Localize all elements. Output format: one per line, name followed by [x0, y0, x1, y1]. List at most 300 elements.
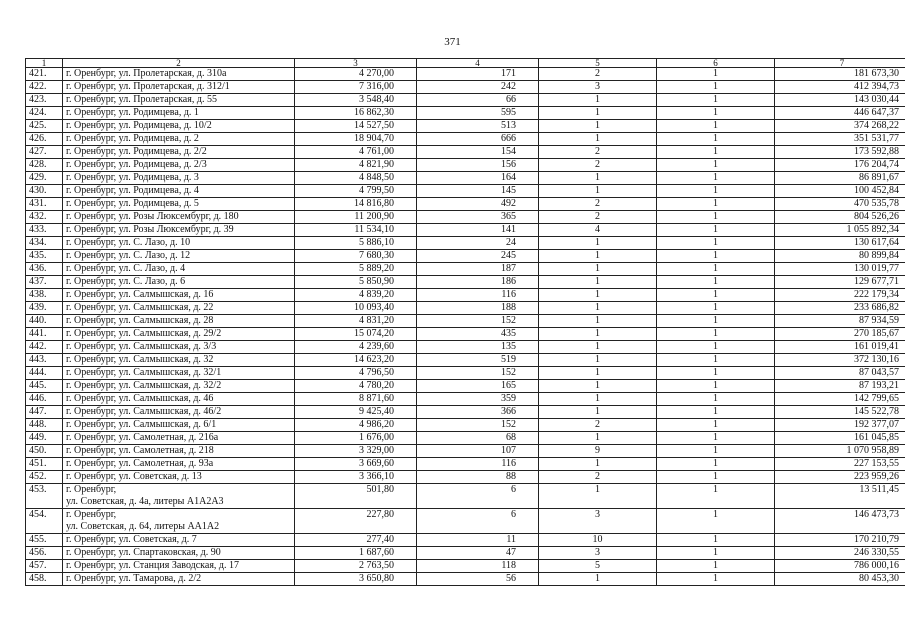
row-number: 438.	[26, 289, 63, 302]
col5-cell: 1	[539, 484, 657, 509]
amount-cell: 161 019,41	[775, 341, 905, 354]
address-cell: г. Оренбург, ул. Самолетная, д. 93а	[63, 458, 295, 471]
column-header: 4	[417, 59, 539, 68]
amount-cell: 446 647,37	[775, 107, 905, 120]
table-row	[26, 120, 905, 133]
col6-cell: 1	[657, 133, 775, 146]
address-cell: г. Оренбург, ул. Родимцева, д. 4	[63, 185, 295, 198]
col6-cell: 1	[657, 250, 775, 263]
residents-cell: 141	[417, 224, 539, 237]
address-cell: г. Оренбург, ул. Салмышская, д. 3/3	[63, 341, 295, 354]
amount-cell: 246 330,55	[775, 547, 905, 560]
col6-cell: 1	[657, 367, 775, 380]
residents-cell: 118	[417, 560, 539, 573]
residents-cell: 366	[417, 406, 539, 419]
table-row	[26, 432, 905, 445]
residents-cell: 152	[417, 315, 539, 328]
area-cell: 4 831,20	[295, 315, 417, 328]
col5-cell: 1	[539, 133, 657, 146]
col5-cell: 2	[539, 68, 657, 81]
row-number: 434.	[26, 237, 63, 250]
address-cell: г. Оренбург, ул. Тамарова, д. 2/2	[63, 573, 295, 586]
row-number: 455.	[26, 534, 63, 547]
table-row	[26, 237, 905, 250]
address-cell: г. Оренбург, ул. Салмышская, д. 32/1	[63, 367, 295, 380]
row-number: 432.	[26, 211, 63, 224]
amount-cell: 804 526,26	[775, 211, 905, 224]
address-cell: г. Оренбург, ул. Салмышская, д. 32	[63, 354, 295, 367]
col6-cell: 1	[657, 120, 775, 133]
residents-cell: 186	[417, 276, 539, 289]
column-header: 2	[63, 59, 295, 68]
row-number: 451.	[26, 458, 63, 471]
address-line: ул. Советская, д. 64, литеры АА1А2	[66, 521, 220, 532]
row-number: 424.	[26, 107, 63, 120]
table-row	[26, 250, 905, 263]
col5-cell: 2	[539, 146, 657, 159]
col5-cell: 1	[539, 263, 657, 276]
col6-cell: 1	[657, 185, 775, 198]
amount-cell: 192 377,07	[775, 419, 905, 432]
row-number: 431.	[26, 198, 63, 211]
col6-cell: 1	[657, 458, 775, 471]
address-cell: г. Оренбург, ул. Салмышская, д. 6/1	[63, 419, 295, 432]
amount-cell: 13 511,45	[775, 484, 905, 509]
col6-cell: 1	[657, 263, 775, 276]
col6-cell: 1	[657, 328, 775, 341]
address-cell: г. Оренбург, ул. Самолетная, д. 218	[63, 445, 295, 458]
address-cell: г. Оренбург, ул. Самолетная, д. 216а	[63, 432, 295, 445]
amount-cell: 87 043,57	[775, 367, 905, 380]
amount-cell: 412 394,73	[775, 81, 905, 94]
amount-cell: 170 210,79	[775, 534, 905, 547]
col6-cell: 1	[657, 406, 775, 419]
residents-cell: 56	[417, 573, 539, 586]
residents-cell: 171	[417, 68, 539, 81]
residents-cell: 24	[417, 237, 539, 250]
residents-cell: 88	[417, 471, 539, 484]
table-row	[26, 458, 905, 471]
area-cell: 4 761,00	[295, 146, 417, 159]
table-row	[26, 328, 905, 341]
area-cell: 4 986,20	[295, 419, 417, 432]
address-cell: г. Оренбург, ул. Родимцева, д. 2/2	[63, 146, 295, 159]
amount-cell: 87 193,21	[775, 380, 905, 393]
area-cell: 5 886,10	[295, 237, 417, 250]
amount-cell: 142 799,65	[775, 393, 905, 406]
area-cell: 4 239,60	[295, 341, 417, 354]
col6-cell: 1	[657, 354, 775, 367]
area-cell: 4 780,20	[295, 380, 417, 393]
address-cell: г. Оренбург, ул. Родимцева, д. 10/2	[63, 120, 295, 133]
col6-cell: 1	[657, 471, 775, 484]
amount-cell: 100 452,84	[775, 185, 905, 198]
col6-cell: 1	[657, 146, 775, 159]
data-table	[25, 58, 905, 586]
col5-cell: 1	[539, 172, 657, 185]
col5-cell: 9	[539, 445, 657, 458]
col5-cell: 1	[539, 289, 657, 302]
residents-cell: 154	[417, 146, 539, 159]
col6-cell: 1	[657, 432, 775, 445]
amount-cell: 786 000,16	[775, 560, 905, 573]
area-cell: 4 848,50	[295, 172, 417, 185]
address-cell: г. Оренбург, ул. Салмышская, д. 22	[63, 302, 295, 315]
address-cell: г. Оренбург, ул. Пролетарская, д. 310а	[63, 68, 295, 81]
row-number: 442.	[26, 341, 63, 354]
col5-cell: 1	[539, 367, 657, 380]
address-cell: г. Оренбург, ул. Салмышская, д. 32/2	[63, 380, 295, 393]
col5-cell: 3	[539, 81, 657, 94]
residents-cell: 187	[417, 263, 539, 276]
address-cell: г. Оренбург, ул. Салмышская, д. 46	[63, 393, 295, 406]
col5-cell: 2	[539, 159, 657, 172]
table-row	[26, 68, 905, 81]
amount-cell: 173 592,88	[775, 146, 905, 159]
residents-cell: 365	[417, 211, 539, 224]
area-cell: 3 329,00	[295, 445, 417, 458]
table-row	[26, 573, 905, 586]
col6-cell: 1	[657, 341, 775, 354]
table-row	[26, 263, 905, 276]
area-cell: 1 676,00	[295, 432, 417, 445]
area-cell: 11 200,90	[295, 211, 417, 224]
area-cell: 7 316,00	[295, 81, 417, 94]
col6-cell: 1	[657, 560, 775, 573]
col5-cell: 1	[539, 458, 657, 471]
residents-cell: 116	[417, 458, 539, 471]
column-header: 7	[775, 59, 905, 68]
row-number: 435.	[26, 250, 63, 263]
col6-cell: 1	[657, 315, 775, 328]
amount-cell: 372 130,16	[775, 354, 905, 367]
address-cell: г. Оренбург, ул. Салмышская, д. 29/2	[63, 328, 295, 341]
col6-cell: 1	[657, 445, 775, 458]
table-row	[26, 380, 905, 393]
row-number: 427.	[26, 146, 63, 159]
residents-cell: 107	[417, 445, 539, 458]
row-number: 430.	[26, 185, 63, 198]
residents-cell: 156	[417, 159, 539, 172]
address-cell: г. Оренбург, ул. Родимцева, д. 1	[63, 107, 295, 120]
amount-cell: 145 522,78	[775, 406, 905, 419]
col5-cell: 1	[539, 94, 657, 107]
col5-cell: 4	[539, 224, 657, 237]
row-number: 444.	[26, 367, 63, 380]
area-cell: 3 669,60	[295, 458, 417, 471]
row-number: 441.	[26, 328, 63, 341]
row-number: 425.	[26, 120, 63, 133]
table-row	[26, 471, 905, 484]
row-number: 448.	[26, 419, 63, 432]
table-row	[26, 484, 905, 509]
amount-cell: 176 204,74	[775, 159, 905, 172]
col5-cell: 1	[539, 107, 657, 120]
address-cell: г. Оренбург, ул. С. Лазо, д. 12	[63, 250, 295, 263]
area-cell: 11 534,10	[295, 224, 417, 237]
table-row	[26, 159, 905, 172]
amount-cell: 80 899,84	[775, 250, 905, 263]
address-cell: г. Оренбург, ул. Станция Заводская, д. 17	[63, 560, 295, 573]
area-cell: 10 093,40	[295, 302, 417, 315]
address-cell: г. Оренбург, ул. Салмышская, д. 28	[63, 315, 295, 328]
address-line: ул. Советская, д. 4а, литеры А1А2А3	[66, 496, 224, 507]
area-cell: 4 839,20	[295, 289, 417, 302]
residents-cell: 47	[417, 547, 539, 560]
area-cell: 2 763,50	[295, 560, 417, 573]
col5-cell: 2	[539, 419, 657, 432]
area-cell: 4 799,50	[295, 185, 417, 198]
table-row	[26, 224, 905, 237]
area-cell: 4 796,50	[295, 367, 417, 380]
table-row	[26, 107, 905, 120]
address-cell: г. Оренбург, ул. Родимцева, д. 2/3	[63, 159, 295, 172]
header-row	[26, 59, 905, 68]
address-cell: г. Оренбург, ул. Пролетарская, д. 55	[63, 94, 295, 107]
col5-cell: 1	[539, 328, 657, 341]
row-number: 454.	[26, 509, 63, 534]
col5-cell: 2	[539, 211, 657, 224]
address-cell: г. Оренбург, ул. Родимцева, д. 2	[63, 133, 295, 146]
col5-cell: 1	[539, 185, 657, 198]
residents-cell: 164	[417, 172, 539, 185]
area-cell: 14 527,50	[295, 120, 417, 133]
area-cell: 227,80	[295, 509, 417, 534]
area-cell: 3 366,10	[295, 471, 417, 484]
col6-cell: 1	[657, 81, 775, 94]
area-cell: 3 650,80	[295, 573, 417, 586]
table-row	[26, 81, 905, 94]
col6-cell: 1	[657, 534, 775, 547]
col5-cell: 1	[539, 354, 657, 367]
col6-cell: 1	[657, 172, 775, 185]
col6-cell: 1	[657, 547, 775, 560]
residents-cell: 152	[417, 419, 539, 432]
row-number: 423.	[26, 94, 63, 107]
residents-cell: 116	[417, 289, 539, 302]
area-cell: 1 687,60	[295, 547, 417, 560]
address-cell: г. Оренбург, ул. С. Лазо, д. 6	[63, 276, 295, 289]
table-row	[26, 341, 905, 354]
residents-cell: 6	[417, 509, 539, 534]
amount-cell: 161 045,85	[775, 432, 905, 445]
residents-cell: 145	[417, 185, 539, 198]
amount-cell: 1 055 892,34	[775, 224, 905, 237]
row-number: 452.	[26, 471, 63, 484]
table-row	[26, 172, 905, 185]
row-number: 458.	[26, 573, 63, 586]
row-number: 426.	[26, 133, 63, 146]
col5-cell: 1	[539, 276, 657, 289]
col6-cell: 1	[657, 224, 775, 237]
amount-cell: 223 959,26	[775, 471, 905, 484]
row-number: 457.	[26, 560, 63, 573]
table-row	[26, 393, 905, 406]
table-row	[26, 211, 905, 224]
table-row	[26, 419, 905, 432]
amount-cell: 227 153,55	[775, 458, 905, 471]
col5-cell: 2	[539, 471, 657, 484]
col6-cell: 1	[657, 419, 775, 432]
residents-cell: 165	[417, 380, 539, 393]
col5-cell: 5	[539, 560, 657, 573]
address-cell: г. Оренбург, ул. Пролетарская, д. 312/1	[63, 81, 295, 94]
address-cell: г. Оренбург, ул. Родимцева, д. 5	[63, 198, 295, 211]
amount-cell: 143 030,44	[775, 94, 905, 107]
table-row	[26, 146, 905, 159]
amount-cell: 146 473,73	[775, 509, 905, 534]
residents-cell: 519	[417, 354, 539, 367]
col6-cell: 1	[657, 68, 775, 81]
area-cell: 14 623,20	[295, 354, 417, 367]
table-row	[26, 133, 905, 146]
amount-cell: 351 531,77	[775, 133, 905, 146]
row-number: 428.	[26, 159, 63, 172]
amount-cell: 129 677,71	[775, 276, 905, 289]
amount-cell: 222 179,34	[775, 289, 905, 302]
row-number: 446.	[26, 393, 63, 406]
residents-cell: 666	[417, 133, 539, 146]
area-cell: 277,40	[295, 534, 417, 547]
amount-cell: 470 535,78	[775, 198, 905, 211]
amount-cell: 374 268,22	[775, 120, 905, 133]
table-row	[26, 94, 905, 107]
address-cell: г. Оренбург, ул. Салмышская, д. 46/2	[63, 406, 295, 419]
residents-cell: 11	[417, 534, 539, 547]
row-number: 429.	[26, 172, 63, 185]
table-body	[26, 68, 905, 586]
residents-cell: 152	[417, 367, 539, 380]
row-number: 445.	[26, 380, 63, 393]
column-header: 5	[539, 59, 657, 68]
row-number: 450.	[26, 445, 63, 458]
amount-cell: 130 617,64	[775, 237, 905, 250]
table-row	[26, 276, 905, 289]
col5-cell: 1	[539, 380, 657, 393]
table-row	[26, 367, 905, 380]
row-number: 436.	[26, 263, 63, 276]
residents-cell: 135	[417, 341, 539, 354]
area-cell: 16 862,30	[295, 107, 417, 120]
area-cell: 15 074,20	[295, 328, 417, 341]
table-row	[26, 289, 905, 302]
area-cell: 8 871,60	[295, 393, 417, 406]
col5-cell: 1	[539, 341, 657, 354]
residents-cell: 492	[417, 198, 539, 211]
col6-cell: 1	[657, 573, 775, 586]
address-cell	[63, 509, 295, 534]
area-cell: 5 850,90	[295, 276, 417, 289]
col6-cell: 1	[657, 94, 775, 107]
residents-cell: 513	[417, 120, 539, 133]
address-cell: г. Оренбург, ул. С. Лазо, д. 10	[63, 237, 295, 250]
row-number: 449.	[26, 432, 63, 445]
row-number: 456.	[26, 547, 63, 560]
amount-cell: 1 070 958,89	[775, 445, 905, 458]
col5-cell: 3	[539, 509, 657, 534]
amount-cell: 181 673,30	[775, 68, 905, 81]
residents-cell: 6	[417, 484, 539, 509]
row-number: 439.	[26, 302, 63, 315]
row-number: 437.	[26, 276, 63, 289]
amount-cell: 130 019,77	[775, 263, 905, 276]
residents-cell: 435	[417, 328, 539, 341]
residents-cell: 245	[417, 250, 539, 263]
residents-cell: 188	[417, 302, 539, 315]
amount-cell: 80 453,30	[775, 573, 905, 586]
table-row	[26, 185, 905, 198]
address-line: г. Оренбург,	[66, 509, 117, 520]
table-row	[26, 354, 905, 367]
col5-cell: 1	[539, 250, 657, 263]
row-number: 440.	[26, 315, 63, 328]
col6-cell: 1	[657, 484, 775, 509]
column-header: 1	[26, 59, 63, 68]
address-cell: г. Оренбург, ул. Советская, д. 7	[63, 534, 295, 547]
row-number: 421.	[26, 68, 63, 81]
col5-cell: 2	[539, 198, 657, 211]
col6-cell: 1	[657, 302, 775, 315]
table-row	[26, 406, 905, 419]
col5-cell: 1	[539, 406, 657, 419]
col6-cell: 1	[657, 276, 775, 289]
table-row	[26, 560, 905, 573]
col5-cell: 1	[539, 432, 657, 445]
col6-cell: 1	[657, 198, 775, 211]
table-row	[26, 547, 905, 560]
amount-cell: 86 891,67	[775, 172, 905, 185]
area-cell: 18 904,70	[295, 133, 417, 146]
table-row	[26, 445, 905, 458]
table-row	[26, 302, 905, 315]
residents-cell: 242	[417, 81, 539, 94]
col6-cell: 1	[657, 107, 775, 120]
residents-cell: 595	[417, 107, 539, 120]
area-cell: 7 680,30	[295, 250, 417, 263]
address-line: г. Оренбург,	[66, 484, 117, 495]
row-number: 443.	[26, 354, 63, 367]
address-cell	[63, 484, 295, 509]
address-cell: г. Оренбург, ул. С. Лазо, д. 4	[63, 263, 295, 276]
address-cell: г. Оренбург, ул. Советская, д. 13	[63, 471, 295, 484]
address-cell: г. Оренбург, ул. Розы Люксембург, д. 180	[63, 211, 295, 224]
table-row	[26, 315, 905, 328]
col5-cell: 1	[539, 315, 657, 328]
area-cell: 14 816,80	[295, 198, 417, 211]
area-cell: 3 548,40	[295, 94, 417, 107]
col6-cell: 1	[657, 237, 775, 250]
amount-cell: 233 686,82	[775, 302, 905, 315]
row-number: 433.	[26, 224, 63, 237]
residents-cell: 68	[417, 432, 539, 445]
col6-cell: 1	[657, 380, 775, 393]
area-cell: 4 821,90	[295, 159, 417, 172]
address-cell: г. Оренбург, ул. Розы Люксембург, д. 39	[63, 224, 295, 237]
area-cell: 5 889,20	[295, 263, 417, 276]
col5-cell: 1	[539, 237, 657, 250]
residents-cell: 359	[417, 393, 539, 406]
address-cell: г. Оренбург, ул. Спартаковская, д. 90	[63, 547, 295, 560]
col5-cell: 1	[539, 302, 657, 315]
amount-cell: 270 185,67	[775, 328, 905, 341]
amount-cell: 87 934,59	[775, 315, 905, 328]
table-row	[26, 198, 905, 211]
col6-cell: 1	[657, 289, 775, 302]
row-number: 453.	[26, 484, 63, 509]
column-header: 6	[657, 59, 775, 68]
col5-cell: 1	[539, 120, 657, 133]
col6-cell: 1	[657, 393, 775, 406]
